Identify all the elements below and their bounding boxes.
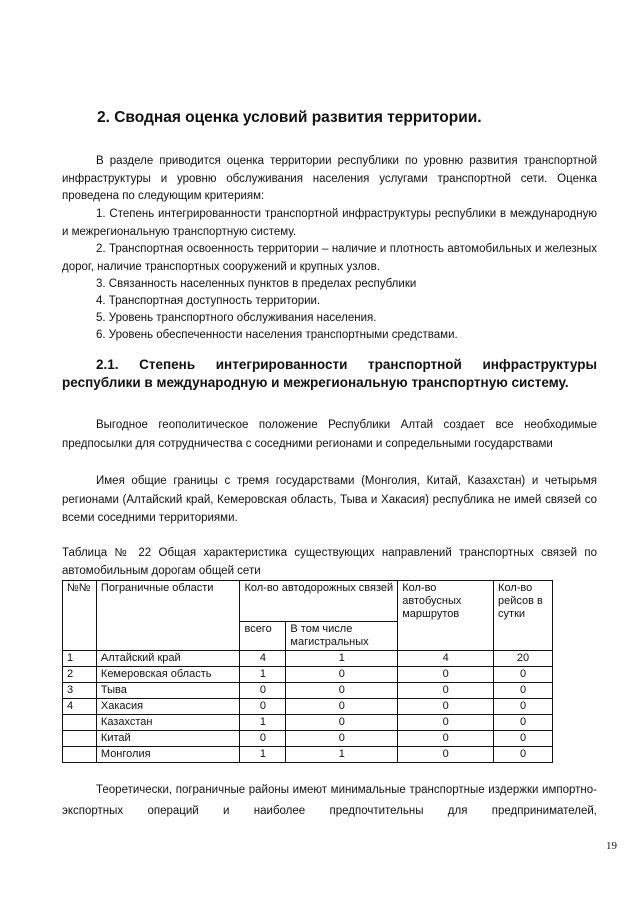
- table-row: [63, 699, 553, 715]
- cell-trips: 0: [494, 699, 553, 715]
- cell-trips: 0: [494, 747, 553, 763]
- cell-trips: 0: [494, 667, 553, 683]
- body-paragraph-1: Выгодное геополитическое положение Республики Алтай создает все необходимые предпосылки для сотрудничества с соседними регионами и сопредельными государствами: [62, 419, 597, 450]
- table-row: [63, 731, 553, 747]
- page-number: 19: [606, 840, 617, 852]
- cell-num: 2: [63, 667, 97, 683]
- subsection-heading: 2.1. Степень интегрированности транспортной инфраструктуры республики в международную и межрегиональную транспортную систему.: [62, 357, 597, 390]
- transport-links-table: [62, 580, 553, 763]
- criterion-1: 1. Степень интегрированности транспортной инфраструктуры республики в международную и межрегиональную транспортную систему.: [62, 208, 597, 238]
- cell-total: 4: [240, 651, 286, 667]
- cell-trips: 20: [494, 651, 553, 667]
- cell-trips: 0: [494, 731, 553, 747]
- header-road-links: Кол-во автодорожных связей: [240, 581, 398, 622]
- cell-num: 4: [63, 699, 97, 715]
- criterion-6: 6. Уровень обеспеченности населения транспортными средствами.: [96, 329, 458, 341]
- table-row: [63, 667, 553, 683]
- cell-trunk: 1: [286, 651, 398, 667]
- cell-num: 3: [63, 683, 97, 699]
- cell-trunk: 0: [286, 667, 398, 683]
- cell-bus: 0: [398, 715, 494, 731]
- table-row: [63, 715, 553, 731]
- cell-trunk: 1: [286, 747, 398, 763]
- closing-paragraph: Теоретически, пограничные районы имеют минимальные транспортные издержки импортно-экспортных операций и наиболее предпочтительны для предпринимателей,: [62, 784, 597, 817]
- header-num: №№: [63, 581, 97, 651]
- body-paragraph-2: Имея общие границы с тремя государствами (Монголия, Китай, Казахстан) и четырьмя регионами (Алтайский край, Кемеровская область, Тыва и Хакасия) республика не имей связей со всеми соседними территориями.: [62, 475, 597, 524]
- cell-total: 1: [240, 667, 286, 683]
- table-header-row: [63, 581, 553, 622]
- cell-bus: 0: [398, 683, 494, 699]
- cell-num: 1: [63, 651, 97, 667]
- table-row: [63, 747, 553, 763]
- cell-total: 1: [240, 747, 286, 763]
- cell-total: 0: [240, 683, 286, 699]
- header-total: всего: [240, 622, 286, 651]
- cell-trips: 0: [494, 683, 553, 699]
- cell-bus: 0: [398, 747, 494, 763]
- cell-trunk: 0: [286, 699, 398, 715]
- cell-trunk: 0: [286, 683, 398, 699]
- cell-region: Тыва: [96, 683, 240, 699]
- cell-region: Алтайский край: [96, 651, 240, 667]
- cell-region: Китай: [96, 731, 240, 747]
- cell-region: Кемеровская область: [96, 667, 240, 683]
- cell-total: 0: [240, 699, 286, 715]
- cell-total: 0: [240, 731, 286, 747]
- cell-trunk: 0: [286, 715, 398, 731]
- criterion-3: 3. Связанность населенных пунктов в пределах республики: [96, 278, 417, 290]
- cell-bus: 0: [398, 699, 494, 715]
- header-bus-routes: Кол-во автобусных маршрутов: [398, 581, 494, 651]
- intro-paragraph: В разделе приводится оценка территории республики по уровню развития транспортной инфраструктуры и уровню обслуживания населения услугами транспортной сети. Оценка проведена по следующим критериям:: [62, 155, 597, 202]
- cell-num: [63, 731, 97, 747]
- section-heading: 2. Сводная оценка условий развития территории.: [97, 109, 482, 126]
- table-row: [63, 651, 553, 667]
- criterion-4: 4. Транспортная доступность территории.: [96, 295, 321, 307]
- cell-num: [63, 715, 97, 731]
- cell-region: Казахстан: [96, 715, 240, 731]
- cell-num: [63, 747, 97, 763]
- cell-bus: 0: [398, 731, 494, 747]
- criterion-2: 2. Транспортная освоенность территории – наличие и плотность автомобильных и железных дорог, наличие транспортных сооружений и крупных узлов.: [62, 243, 597, 273]
- header-region: Пограничные области: [96, 581, 240, 651]
- cell-region: Хакасия: [96, 699, 240, 715]
- cell-total: 1: [240, 715, 286, 731]
- cell-region: Монголия: [96, 747, 240, 763]
- header-trunk: В том числе магистральных: [286, 622, 398, 651]
- cell-bus: 4: [398, 651, 494, 667]
- table-caption: Таблица № 22 Общая характеристика существующих направлений транспортных связей по автомобильным дорогам общей сети: [62, 547, 597, 577]
- header-trips: Кол-во рейсов в сутки: [494, 581, 553, 651]
- cell-trunk: 0: [286, 731, 398, 747]
- cell-trips: 0: [494, 715, 553, 731]
- cell-bus: 0: [398, 667, 494, 683]
- criterion-5: 5. Уровень транспортного обслуживания населения.: [96, 312, 377, 324]
- table-row: [63, 683, 553, 699]
